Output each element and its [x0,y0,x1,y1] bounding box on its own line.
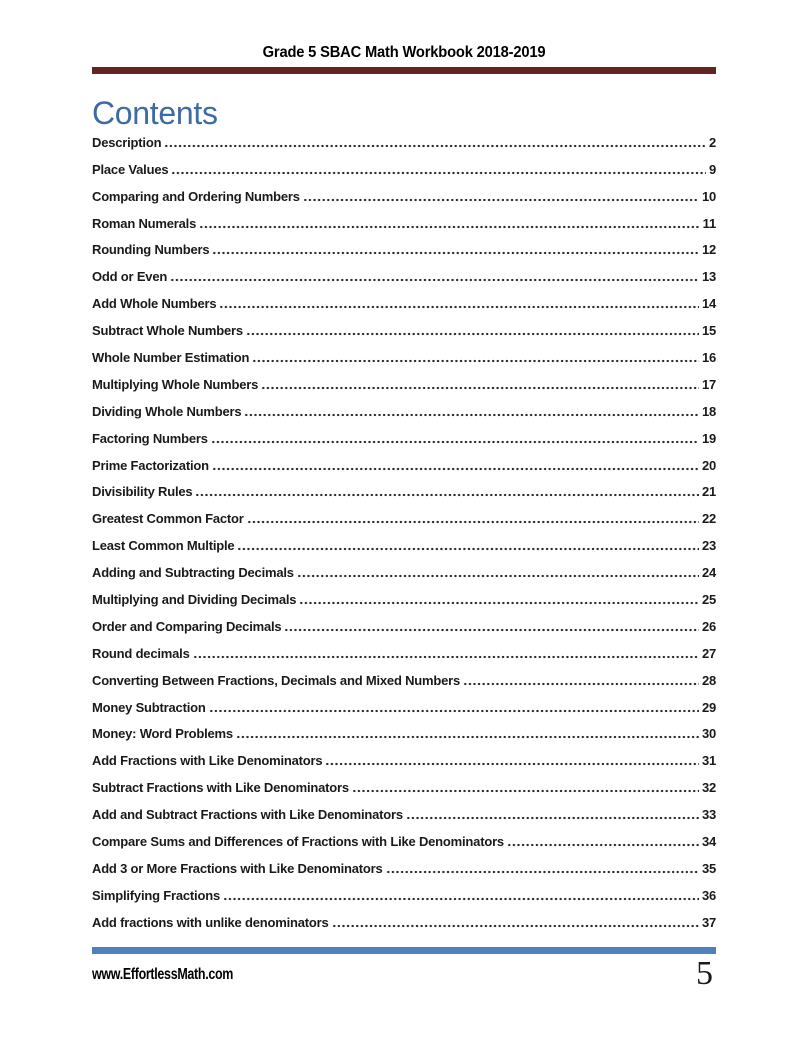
toc-entry-title: Odd or Even [92,269,168,285]
toc-entry-title: Simplifying Fractions [92,887,220,903]
toc-entry [92,877,716,904]
toc-entry-page: 31 [701,753,716,769]
toc-entry-page: 21 [701,484,716,500]
toc-leader-dots [171,171,706,175]
toc-leader-dots [406,816,699,820]
toc-entry [92,850,716,877]
footer-website-text: www.EffortlessMath.com [92,966,234,983]
toc-entry-title: Dividing Whole Numbers [92,403,242,419]
toc-entry-title: Divisibility Rules [92,484,193,500]
toc-entry-page: 33 [701,807,716,823]
toc-entry-page: 16 [701,350,716,366]
toc-entry-page: 15 [701,323,716,339]
toc-leader-dots [352,789,699,793]
toc-leader-dots [236,735,699,739]
toc-leader-dots [247,520,699,524]
toc-entry-title: Place Values [92,161,169,177]
toc-entry-title: Subtract Fractions with Like Denominators [92,780,349,796]
toc-entry [92,124,716,151]
toc-leader-dots [237,547,699,551]
toc-entry-title: Multiplying Whole Numbers [92,376,259,392]
toc-entry-page: 29 [701,699,716,715]
toc-entry [92,258,716,285]
toc-leader-dots [332,924,699,928]
toc-entry [92,769,716,796]
toc-entry-title: Money: Word Problems [92,726,233,742]
toc-entry-title: Order and Comparing Decimals [92,618,282,634]
toc-leader-dots [261,386,699,390]
toc-entry-title: Add Whole Numbers [92,296,217,312]
toc-entry-page: 30 [701,726,716,742]
toc-entry-page: 26 [701,618,716,634]
toc-entry-page: 14 [701,296,716,312]
toc-entry-title: Whole Number Estimation [92,350,250,366]
toc-entry [92,232,716,259]
toc-entry-page: 12 [701,242,716,258]
toc-leader-dots [299,601,699,605]
toc-entry-title: Greatest Common Factor [92,511,244,527]
toc-entry-page: 10 [701,188,716,204]
toc-entry [92,474,716,501]
toc-entry [92,339,716,366]
toc-entry [92,689,716,716]
toc-entry-page: 23 [701,538,716,554]
toc-entry-page: 35 [701,860,716,876]
toc-entry-page: 9 [708,161,716,177]
toc-leader-dots [507,843,699,847]
toc-entry [92,151,716,178]
toc-entry [92,312,716,339]
toc-entry-title: Add and Subtract Fractions with Like Denominators [92,807,403,823]
toc-entry-page: 36 [701,887,716,903]
header-rule [92,67,716,74]
toc-leader-dots [193,655,699,659]
toc-entry-title: Roman Numerals [92,215,197,231]
toc-entry-title: Prime Factorization [92,457,209,473]
toc-entry [92,285,716,312]
toc-leader-dots [297,574,699,578]
toc-entry-title: Add Fractions with Like Denominators [92,753,323,769]
toc-leader-dots [252,359,699,363]
toc-entry [92,447,716,474]
table-of-contents [92,124,716,931]
toc-entry [92,500,716,527]
toc-entry-title: Compare Sums and Differences of Fractions with Like Denominators [92,834,504,850]
toc-leader-dots [199,225,700,229]
toc-entry-page: 32 [701,780,716,796]
toc-entry-title: Comparing and Ordering Numbers [92,188,300,204]
page-number: 5 [696,955,713,992]
toc-leader-dots [211,440,699,444]
toc-entry-page: 34 [701,834,716,850]
footer-bar [92,947,716,954]
toc-entry-title: Add 3 or More Fractions with Like Denominators [92,860,383,876]
toc-entry-page: 18 [701,403,716,419]
toc-entry-title: Converting Between Fractions, Decimals and Mixed Numbers [92,672,461,688]
header-title: Grade 5 SBAC Math Workbook 2018-2019 [262,44,546,61]
toc-entry-page: 17 [701,376,716,392]
toc-leader-dots [463,682,699,686]
toc-entry-title: Subtract Whole Numbers [92,323,243,339]
toc-leader-dots [212,251,699,255]
toc-entry [92,796,716,823]
toc-leader-dots [223,897,699,901]
toc-entry-page: 11 [702,215,716,231]
toc-entry-title: Factoring Numbers [92,430,208,446]
toc-entry-title: Least Common Multiple [92,538,235,554]
toc-entry [92,662,716,689]
toc-entry [92,178,716,205]
toc-entry [92,205,716,232]
toc-entry-page: 2 [708,134,716,150]
toc-entry-title: Round decimals [92,645,190,661]
toc-leader-dots [284,628,698,632]
toc-leader-dots [195,493,699,497]
toc-entry-page: 37 [701,914,716,930]
toc-entry [92,393,716,420]
toc-leader-dots [170,278,699,282]
toc-leader-dots [244,413,698,417]
toc-entry-title: Adding and Subtracting Decimals [92,565,294,581]
toc-entry [92,554,716,581]
toc-leader-dots [212,467,699,471]
toc-leader-dots [386,870,699,874]
contents-heading: Contents [92,95,218,131]
toc-entry-page: 28 [701,672,716,688]
toc-leader-dots [303,198,699,202]
toc-entry-title: Money Subtraction [92,699,206,715]
toc-entry-page: 27 [701,645,716,661]
toc-entry-title: Description [92,134,162,150]
toc-entry-page: 19 [701,430,716,446]
toc-entry [92,420,716,447]
toc-leader-dots [219,305,699,309]
toc-entry [92,366,716,393]
toc-entry [92,904,716,931]
toc-entry [92,527,716,554]
toc-leader-dots [325,762,699,766]
toc-entry-title: Rounding Numbers [92,242,210,258]
toc-entry [92,581,716,608]
toc-entry [92,742,716,769]
toc-entry [92,608,716,635]
toc-entry [92,716,716,743]
toc-entry-title: Add fractions with unlike denominators [92,914,329,930]
toc-entry [92,823,716,850]
toc-entry-title: Multiplying and Dividing Decimals [92,592,297,608]
toc-entry-page: 20 [701,457,716,473]
toc-entry-page: 13 [701,269,716,285]
toc-entry [92,635,716,662]
toc-leader-dots [246,332,699,336]
toc-entry-page: 25 [701,592,716,608]
toc-leader-dots [209,709,699,713]
toc-entry-page: 22 [701,511,716,527]
toc-entry-page: 24 [701,565,716,581]
toc-leader-dots [164,144,706,148]
